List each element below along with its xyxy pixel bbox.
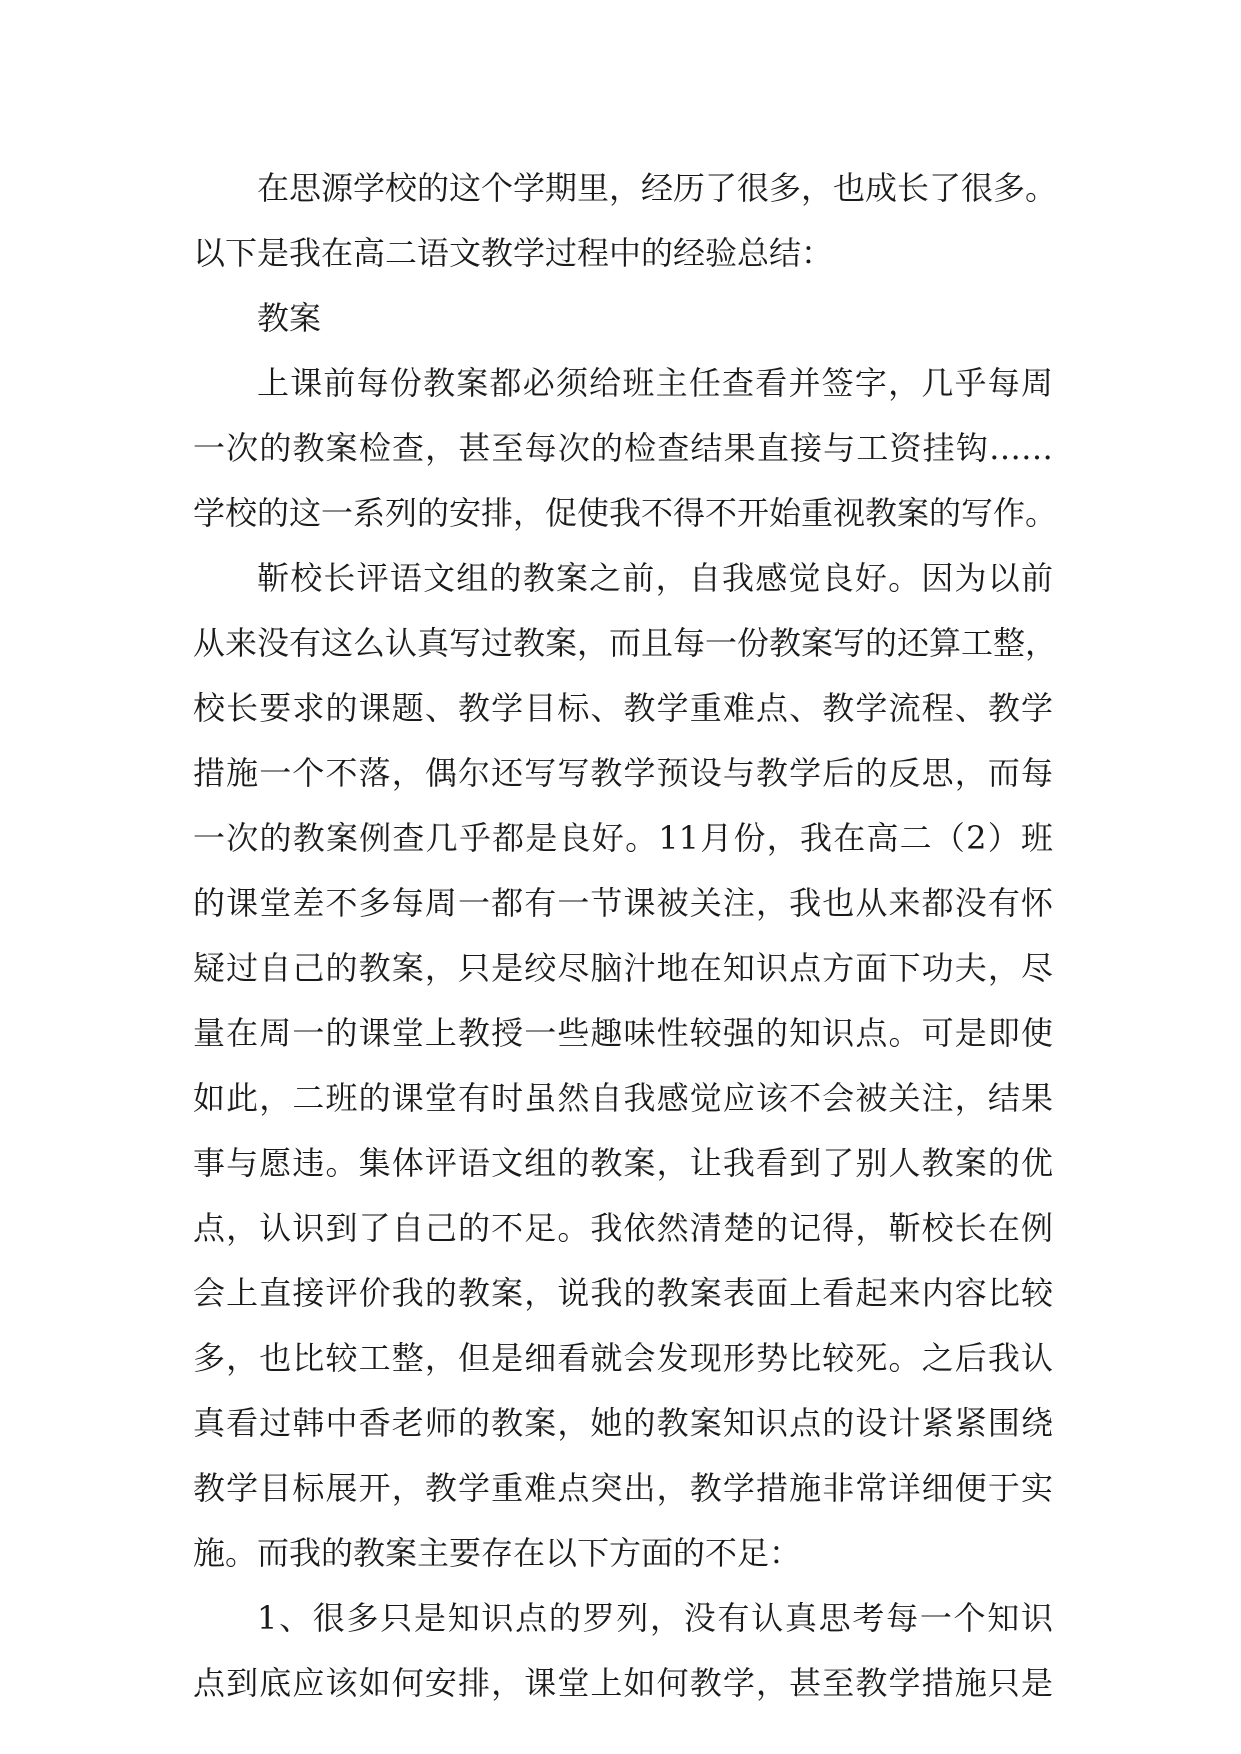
text-line: 一次的教案检查，甚至每次的检查结果直接与工资挂钩…… [193,429,1053,467]
text-line: 学校的这一系列的安排，促使我不得不开始重视教案的写作。 [193,494,1058,532]
text-line: 一次的教案例查几乎都是良好。11月份，我在高二（2）班 [193,819,1053,857]
text-line: 事与愿违。集体评语文组的教案，让我看到了别人教案的优 [193,1144,1053,1182]
text-line: 疑过自己的教案，只是绞尽脑汁地在知识点方面下功夫，尽 [193,949,1053,987]
body-text [193,156,1058,1716]
text-line: 校长要求的课题、教学目标、教学重难点、教学流程、教学 [193,689,1053,727]
text-line: 措施一个不落，偶尔还写写教学预设与教学后的反思，而每 [193,754,1053,792]
text-line: 以下是我在高二语文教学过程中的经验总结： [193,234,834,272]
text-line: 的课堂差不多每周一都有一节课被关注，我也从来都没有怀 [193,884,1053,922]
text-line: 在思源学校的这个学期里，经历了很多，也成长了很多。 [257,169,1058,207]
text-line: 会上直接评价我的教案，说我的教案表面上看起来内容比较 [193,1274,1053,1312]
text-line: 施。而我的教案主要存在以下方面的不足： [193,1534,802,1572]
text-line: 真看过韩中香老师的教案，她的教案知识点的设计紧紧围绕 [193,1404,1053,1442]
text-line: 上课前每份教案都必须给班主任查看并签字，几乎每周 [257,364,1053,402]
text-line: 教学目标展开，教学重难点突出，教学措施非常详细便于实 [193,1469,1053,1507]
text-line: 点到底应该如何安排，课堂上如何教学，甚至教学措施只是 [193,1664,1053,1702]
text-line: 靳校长评语文组的教案之前，自我感觉良好。因为以前 [257,559,1053,597]
text-line: 教案 [257,299,322,337]
text-line: 如此，二班的课堂有时虽然自我感觉应该不会被关注，结果 [193,1079,1053,1117]
text-line: 点，认识到了自己的不足。我依然清楚的记得，靳校长在例 [193,1209,1053,1247]
text-line: 1、很多只是知识点的罗列，没有认真思考每一个知识 [257,1599,1053,1637]
text-line: 多，也比较工整，但是细看就会发现形势比较死。之后我认 [193,1339,1053,1377]
text-line: 从来没有这么认真写过教案，而且每一份教案写的还算工整， [193,624,1058,662]
text-line: 量在周一的课堂上教授一些趣味性较强的知识点。可是即使 [193,1014,1053,1052]
